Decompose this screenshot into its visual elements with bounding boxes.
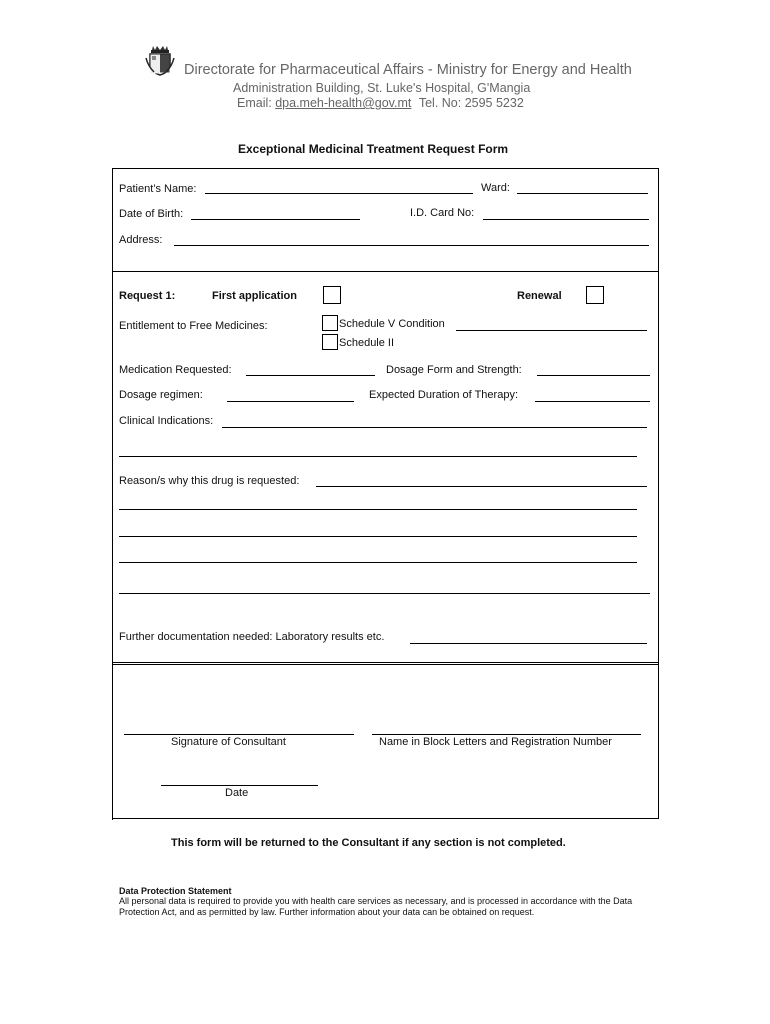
schedule-v-label: Schedule V Condition: [339, 318, 445, 330]
form-bottom-border: [112, 818, 659, 819]
reason-line-2[interactable]: [119, 509, 637, 510]
dob-field[interactable]: [191, 219, 360, 220]
form-right-border: [658, 168, 659, 818]
form-title: Exceptional Medicinal Treatment Request Form: [238, 142, 509, 156]
clinical-indications-line-2[interactable]: [119, 456, 637, 457]
email-label: Email:: [237, 96, 272, 110]
clinical-indications-label: Clinical Indications:: [119, 415, 214, 427]
consultant-signature-label: Signature of Consultant: [171, 736, 286, 748]
entitlement-label: Entitlement to Free Medicines:: [119, 320, 268, 332]
renewal-label: Renewal: [517, 290, 562, 302]
form-left-border: [112, 168, 113, 820]
dosage-form-field[interactable]: [537, 375, 650, 376]
request-label: Request 1:: [119, 290, 176, 302]
patient-name-field[interactable]: [205, 193, 473, 194]
name-block-field[interactable]: [372, 734, 641, 735]
section-divider-2: [112, 662, 659, 663]
dosage-regimen-field[interactable]: [227, 401, 354, 402]
first-application-label: First application: [212, 290, 297, 302]
id-card-label: I.D. Card No:: [410, 207, 475, 219]
ward-label: Ward:: [481, 182, 510, 194]
section-divider-2b: [112, 664, 659, 665]
consultant-signature-field[interactable]: [124, 734, 354, 735]
data-protection-text: All personal data is required to provide you with health care services as necessary, and is processed in accordance with the Data Protection Act, and as permitted by law. Further information about your data can be obtained on request.: [119, 896, 633, 917]
schedule-ii-checkbox[interactable]: [322, 334, 338, 350]
patient-name-label: Patient’s Name:: [119, 183, 197, 195]
address-label: Address:: [119, 234, 163, 246]
dosage-regimen-label: Dosage regimen:: [119, 389, 203, 401]
section-divider-1: [112, 271, 659, 272]
name-block-label: Name in Block Letters and Registration Number: [379, 736, 612, 748]
schedule-v-checkbox[interactable]: [322, 315, 338, 331]
coat-of-arms-logo: [144, 44, 176, 76]
medication-field[interactable]: [246, 375, 375, 376]
ward-field[interactable]: [517, 193, 648, 194]
org-address: Administration Building, St. Luke's Hospital, G'Mangia: [233, 81, 531, 95]
clinical-indications-field[interactable]: [222, 427, 647, 428]
schedule-ii-label: Schedule II: [339, 337, 395, 349]
medication-label: Medication Requested:: [119, 364, 232, 376]
form-top-border: [112, 168, 659, 169]
completion-notice: This form will be returned to the Consultant if any section is not completed.: [171, 837, 566, 849]
date-field[interactable]: [161, 785, 318, 786]
first-application-checkbox[interactable]: [323, 286, 341, 304]
renewal-checkbox[interactable]: [586, 286, 604, 304]
duration-field[interactable]: [535, 401, 650, 402]
reason-field[interactable]: [316, 486, 647, 487]
further-doc-label: Further documentation needed: Laboratory results etc.: [119, 631, 385, 643]
dosage-form-label: Dosage Form and Strength:: [386, 364, 522, 376]
address-field[interactable]: [174, 245, 649, 246]
org-name: Directorate for Pharmaceutical Affairs - Ministry for Energy and Health: [184, 62, 632, 78]
date-label: Date: [225, 787, 249, 799]
id-card-field[interactable]: [483, 219, 649, 220]
data-protection-heading: Data Protection Statement: [119, 886, 232, 896]
schedule-v-field[interactable]: [456, 330, 647, 331]
duration-label: Expected Duration of Therapy:: [369, 389, 518, 401]
tel-number: Tel. No: 2595 5232: [418, 96, 524, 110]
reason-line-5[interactable]: [119, 593, 650, 594]
dob-label: Date of Birth:: [119, 208, 184, 220]
reason-label: Reason/s why this drug is requested:: [119, 475, 300, 487]
contact-line: [237, 96, 524, 110]
email-link[interactable]: dpa.meh-health@gov.mt: [275, 96, 412, 110]
further-doc-field[interactable]: [410, 643, 647, 644]
reason-line-4[interactable]: [119, 562, 637, 563]
reason-line-3[interactable]: [119, 536, 637, 537]
